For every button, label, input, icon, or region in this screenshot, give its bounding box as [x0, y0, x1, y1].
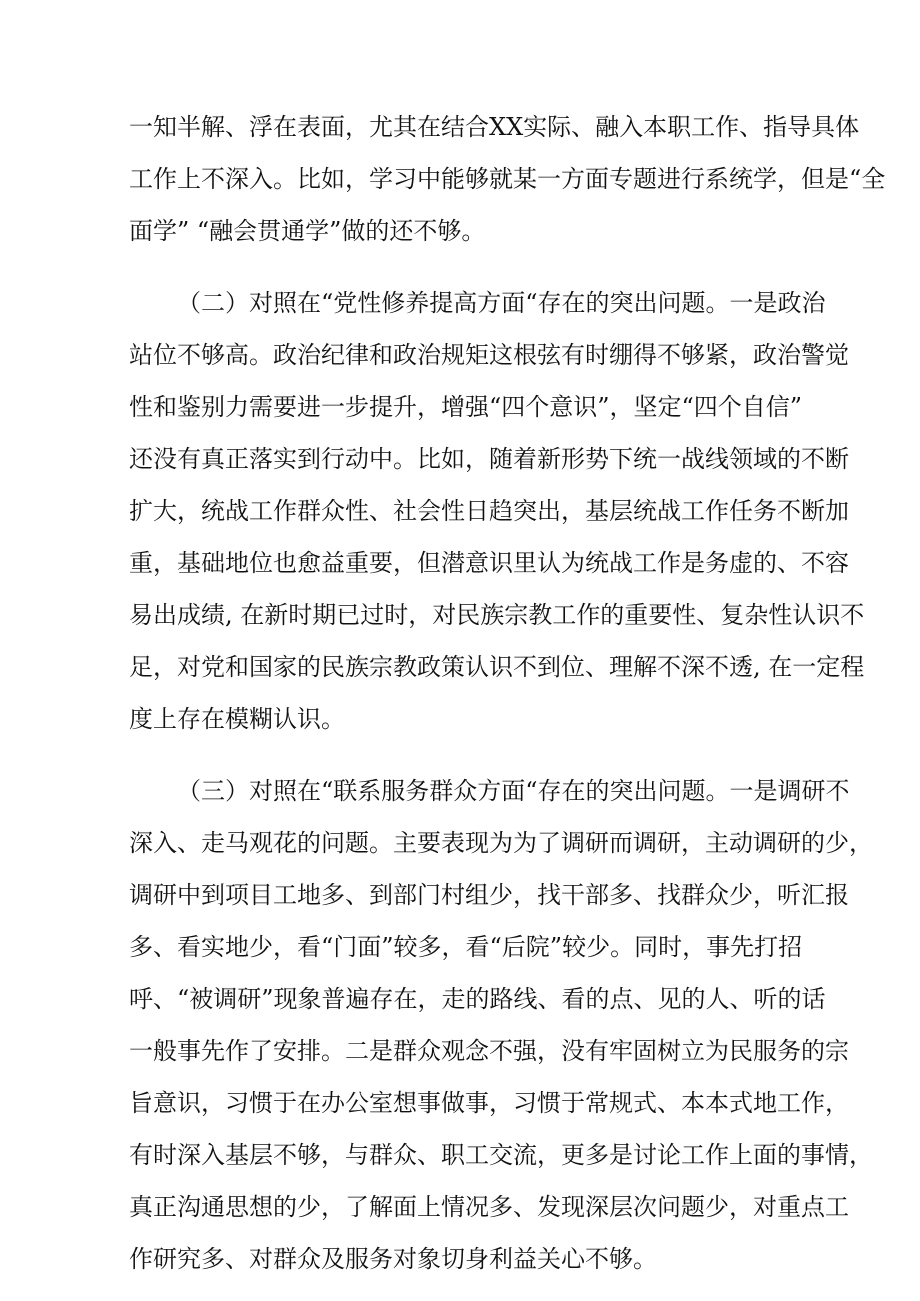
- paragraph-3-line-9: 真正沟通思想的少，了解面上情况多、发现深层次问题少，对重点工: [129, 1193, 849, 1221]
- paragraph-3-line-8: 有时深入基层不够，与群众、职工交流，更多是讨论工作上面的事情，: [129, 1141, 873, 1169]
- paragraph-2-line-6: 重，基础地位也愈益重要，但潜意识里认为统战工作是务虚的、不容: [129, 549, 849, 577]
- paragraph-2-line-3: 性和鉴别力需要进一步提升，增强“四个意识”，坚定“四个自信”: [129, 393, 803, 421]
- paragraph-3-line-3: 调研中到项目工地多、到部门村组少，找干部多、找群众少，听汇报: [129, 881, 849, 909]
- paragraph-3-line-2: 深入、走马观花的问题。主要表现为为了调研而调研，主动调研的少，: [129, 829, 873, 857]
- document-body: [129, 101, 886, 1285]
- paragraph-3-line-1: （三）对照在“联系服务群众方面“存在的突出问题。一是调研不: [177, 777, 850, 805]
- paragraph-3-line-4: 多、看实地少，看“门面”较多，看“后院”较少。同时，事先打招: [129, 933, 803, 961]
- paragraph-3-line-10: 作研究多、对群众及服务对象切身利益关心不够。: [129, 1245, 657, 1273]
- paragraph-2-line-7: 易出成绩, 在新时期已过时，对民族宗教工作的重要性、复杂性认识不: [129, 601, 865, 629]
- paragraph-2-line-4: 还没有真正落实到行动中。比如，随着新形势下统一战线领域的不断: [129, 445, 849, 473]
- paragraph-3-line-6: 一般事先作了安排。二是群众观念不强，没有牢固树立为民服务的宗: [129, 1037, 849, 1065]
- paragraph-3-line-7: 旨意识，习惯于在办公室想事做事，习惯于常规式、本本式地工作，: [129, 1089, 849, 1117]
- paragraph-1-line-1: 一知半解、浮在表面，尤其在结合XX实际、融入本职工作、指导具体: [129, 113, 860, 141]
- paragraph-2-line-9: 度上存在模糊认识。: [129, 705, 345, 733]
- paragraph-3-line-5: 呼、“被调研”现象普遍存在，走的路线、看的点、见的人、听的话: [129, 985, 826, 1013]
- paragraph-2-line-5: 扩大，统战工作群众性、社会性日趋突出，基层统战工作任务不断加: [129, 497, 849, 525]
- paragraph-2-line-2: 站位不够高。政治纪律和政治规矩这根弦有时绷得不够紧，政治警觉: [129, 341, 849, 369]
- paragraph-1-line-2: 工作上不深入。比如，学习中能够就某一方面专题进行系统学，但是“全: [129, 165, 886, 193]
- paragraph-2-line-8: 足，对党和国家的民族宗教政策认识不到位、理解不深不透, 在一定程: [129, 653, 865, 681]
- paragraph-1-line-3: 面学” “融会贯通学”做的还不够。: [129, 217, 486, 245]
- paragraph-2-line-1: （二）对照在“党性修养提高方面“存在的突出问题。一是政治: [177, 289, 826, 317]
